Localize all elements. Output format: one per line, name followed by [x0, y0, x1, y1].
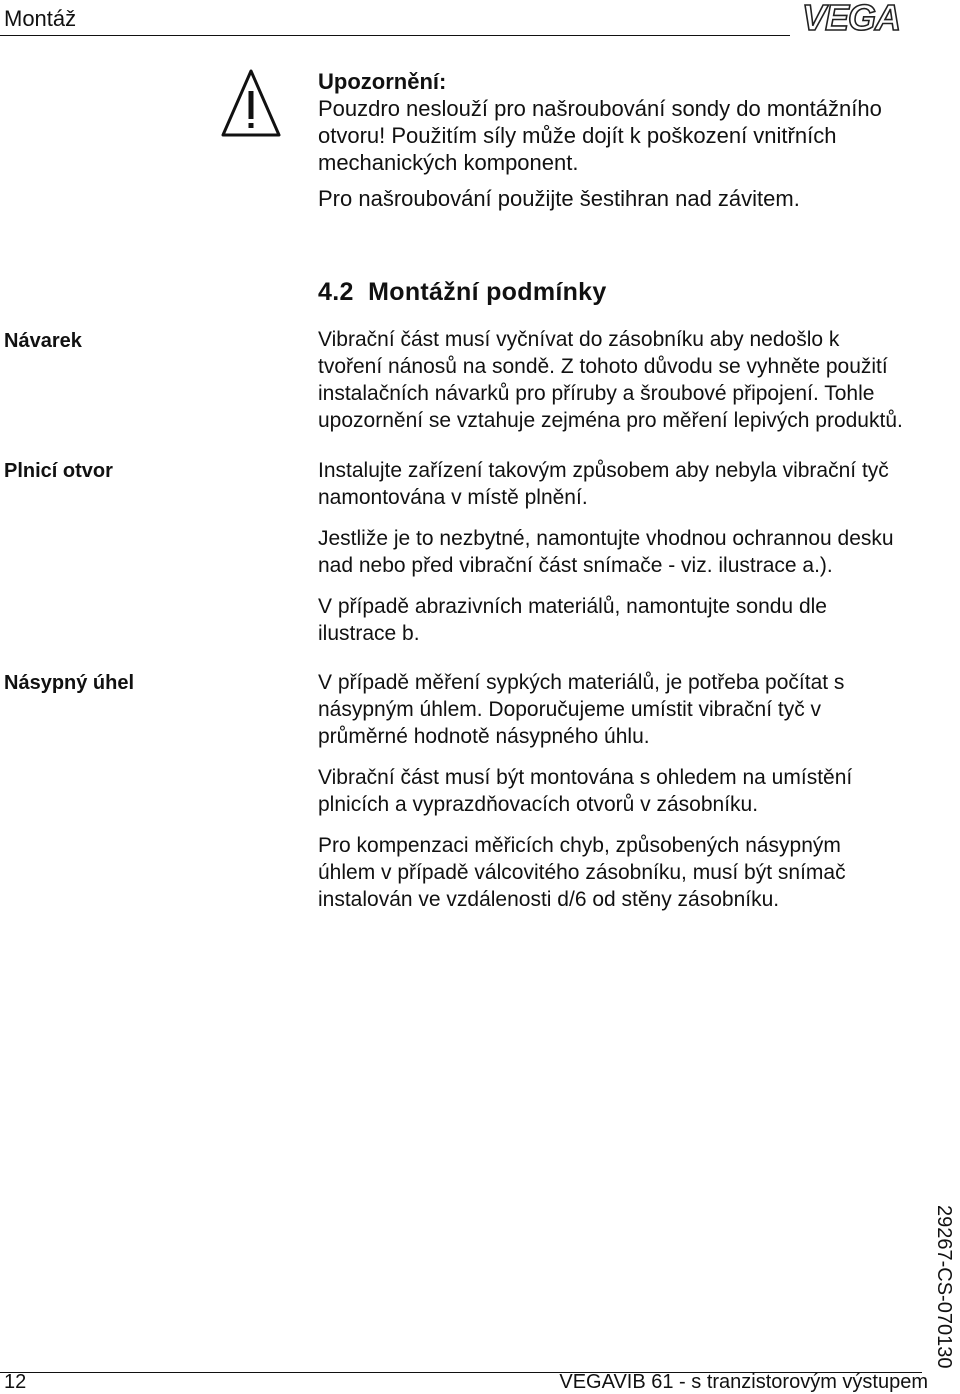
header-section-title: Montáž: [4, 6, 77, 31]
warning-line: otvoru! Použitím síly může dojít k poškození vnitřních: [318, 123, 837, 148]
text-line: tvoření nánosů na sondě. Z tohoto důvodu se vyhněte použití: [318, 355, 888, 378]
warning-title: Upozornění:: [318, 69, 447, 94]
side-label-nasypny-uhel: Násypný úhel: [4, 672, 135, 694]
text-line: násypným úhlem. Doporučujeme umístit vibrační tyč v: [318, 698, 822, 721]
page-number: 12: [4, 1371, 27, 1393]
warning-line: mechanických komponent.: [318, 150, 579, 175]
paragraph-nasypny-2: [318, 764, 938, 818]
text-line: plnicích a vyprazdňovacích otvorů v zásobníku.: [318, 793, 759, 816]
text-line: průměrné hodnotě násypného úhlu.: [318, 725, 650, 748]
text-line: upozornění se vztahuje zejména pro měření lepivých produktů.: [318, 409, 903, 432]
warning-triangle-icon: [220, 68, 282, 138]
text-line: Instalujte zařízení takovým způsobem aby nebyla vibrační tyč: [318, 459, 889, 482]
text-line: Vibrační část musí vyčnívat do zásobníku aby nedošlo k: [318, 328, 840, 351]
vega-logo: [800, 0, 930, 34]
footer-document-title: VEGAVIB 61 - s tranzistorovým výstupem: [559, 1371, 928, 1393]
side-label-navarek: Návarek: [4, 330, 82, 352]
paragraph-plnici-1: [318, 457, 938, 511]
document-id: 29267-CS-070130: [933, 1205, 955, 1369]
paragraph-plnici-2: [318, 525, 938, 579]
paragraph-nasypny-1: [318, 669, 938, 750]
paragraph-plnici-3: [318, 593, 938, 647]
text-line: nad nebo před vibrační část snímače - viz. ilustrace a.).: [318, 554, 833, 577]
text-line: instalačních návarků pro příruby a šroubové připojení. Tohle: [318, 382, 875, 405]
side-label-plnici-otvor: Plnicí otvor: [4, 460, 113, 482]
section-heading: 4.2 Montážní podmínky: [318, 278, 607, 306]
text-line: Pro kompenzaci měřicích chyb, způsobených násypným: [318, 834, 841, 857]
paragraph-navarek: [318, 326, 938, 434]
paragraph-nasypny-3: [318, 832, 938, 913]
warning-block: [318, 68, 918, 212]
text-line: namontována v místě plnění.: [318, 486, 588, 509]
text-line: Jestliže je to nezbytné, namontujte vhodnou ochrannou desku: [318, 527, 894, 550]
text-line: V případě abrazivních materiálů, namontujte sondu dle: [318, 595, 827, 618]
svg-text:VEGA: VEGA: [802, 0, 901, 34]
text-line: úhlem v případě válcovitého zásobníku, musí být snímač: [318, 861, 846, 884]
text-line: V případě měření sypkých materiálů, je potřeba počítat s: [318, 671, 845, 694]
header-divider: [0, 35, 790, 36]
text-line: Vibrační část musí být montována s ohledem na umístění: [318, 766, 853, 789]
warning-line: Pouzdro neslouží pro našroubování sondy do montážního: [318, 96, 882, 121]
text-line: instalován ve vzdálenosti d/6 od stěny zásobníku.: [318, 888, 780, 911]
warning-tip: Pro našroubování použijte šestihran nad závitem.: [318, 186, 800, 211]
text-line: ilustrace b.: [318, 622, 420, 645]
